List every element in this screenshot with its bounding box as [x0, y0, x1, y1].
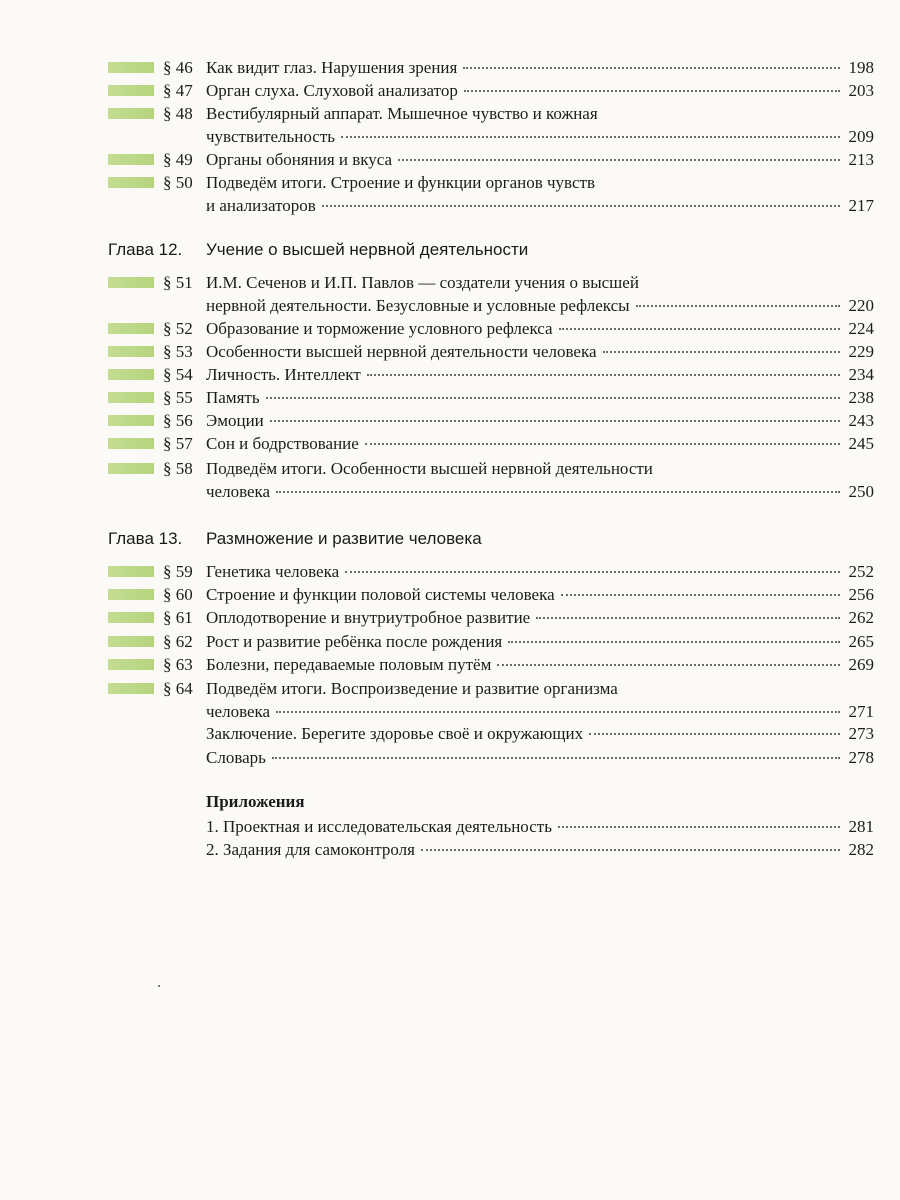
dot-leader [266, 397, 840, 399]
dot-leader [589, 733, 840, 735]
entry-title-line: нервной деятельности. Безусловные и условные рефлексы [206, 296, 630, 315]
green-marker-bar [108, 463, 154, 474]
green-marker-bar [108, 346, 154, 357]
chapter-title: Учение о высшей нервной деятельности [206, 240, 529, 259]
entry-title-line: Сон и бодрствование [206, 434, 359, 453]
toc-entry[interactable] [206, 722, 874, 745]
entry-title-line: Болезни, передаваемые половым путём [206, 655, 492, 674]
green-marker-bar [108, 277, 154, 288]
page-number: 198 [848, 58, 874, 77]
paragraph-number: § 63 [163, 655, 193, 674]
dot-leader [365, 443, 840, 445]
green-marker-bar [108, 85, 154, 96]
page-number: 217 [848, 196, 874, 215]
green-marker-bar [108, 612, 154, 623]
chapter-12-heading [108, 238, 528, 261]
paragraph-number: § 52 [163, 319, 193, 338]
green-marker-bar [108, 659, 154, 670]
green-marker-bar [108, 369, 154, 380]
dot-leader [276, 711, 840, 713]
entry-title-line: Особенности высшей нервной деятельности человека [206, 342, 597, 361]
dot-leader [322, 205, 840, 207]
dot-leader [559, 328, 840, 330]
entry-title-line: Подведём итоги. Строение и функции органов чувств [206, 173, 595, 192]
page-number: 220 [848, 296, 874, 315]
chapter-title: Размножение и развитие человека [206, 529, 482, 548]
dot-leader [421, 849, 840, 851]
paragraph-number: § 50 [163, 173, 193, 192]
entry-title-line: Оплодотворение и внутриутробное развитие [206, 608, 531, 627]
page-number: 278 [848, 748, 874, 767]
page-number: 269 [848, 655, 874, 674]
green-marker-bar [108, 323, 154, 334]
page-number: 229 [848, 342, 874, 361]
paragraph-number: § 58 [163, 459, 193, 478]
entry-title-line: человека [206, 702, 271, 721]
entry-title-line: и анализаторов [206, 196, 316, 215]
dot-leader [464, 90, 840, 92]
paragraph-number: § 64 [163, 679, 193, 698]
entry-title-line: Вестибулярный аппарат. Мышечное чувство и кожная [206, 104, 598, 123]
paragraph-number: § 54 [163, 365, 193, 384]
page-number: 271 [848, 702, 874, 721]
dot-leader [345, 571, 840, 573]
entry-title-line: человека [206, 482, 271, 501]
dot-leader [276, 491, 840, 493]
page-number: 250 [848, 482, 874, 501]
paragraph-number: § 62 [163, 632, 193, 651]
paragraph-number: § 56 [163, 411, 193, 430]
page-number: 243 [848, 411, 874, 430]
dot-leader [603, 351, 841, 353]
page-number: 265 [848, 632, 874, 651]
toc-entry[interactable] [206, 815, 874, 838]
paragraph-number: § 59 [163, 562, 193, 581]
dot-leader [558, 826, 840, 828]
entry-title-line: Личность. Интеллект [206, 365, 361, 384]
entry-title-line: Генетика человека [206, 562, 340, 581]
dot-leader [398, 159, 840, 161]
paragraph-number: § 53 [163, 342, 193, 361]
chapter-number: Глава 12. [108, 240, 183, 259]
dot-leader [272, 757, 840, 759]
paragraph-number: § 55 [163, 388, 193, 407]
page-number: 273 [848, 724, 874, 743]
page-number: 282 [848, 840, 874, 859]
paragraph-number: § 60 [163, 585, 193, 604]
dot-leader [508, 641, 840, 643]
entry-title-line: Органы обоняния и вкуса [206, 150, 393, 169]
toc-entry[interactable] [206, 838, 874, 861]
page-number: 224 [848, 319, 874, 338]
entry-title-line: И.М. Сеченов и И.П. Павлов — создатели учения о высшей [206, 273, 639, 292]
entry-title: 2. Задания для самоконтроля [206, 840, 415, 859]
paragraph-number: § 61 [163, 608, 193, 627]
dot-leader [463, 67, 840, 69]
dot-leader [270, 420, 840, 422]
entry-title-line: Строение и функции половой системы человека [206, 585, 555, 604]
page-number: 238 [848, 388, 874, 407]
dot-leader [341, 136, 840, 138]
entry-title-line: Рост и развитие ребёнка после рождения [206, 632, 503, 651]
entry-title-line: Орган слуха. Слуховой анализатор [206, 81, 458, 100]
paragraph-number: § 46 [163, 58, 193, 77]
appendix-title: Приложения [206, 792, 305, 811]
toc-entry[interactable] [206, 746, 874, 769]
green-marker-bar [108, 438, 154, 449]
entry-title-line: Подведём итоги. Воспроизведение и развитие организма [206, 679, 618, 698]
entry-title: 1. Проектная и исследовательская деятельность [206, 817, 552, 836]
paragraph-number: § 48 [163, 104, 193, 123]
page-number: 234 [848, 365, 874, 384]
entry-title-line: Память [206, 388, 260, 407]
green-marker-bar [108, 636, 154, 647]
page-number: 209 [848, 127, 874, 146]
paragraph-number: § 51 [163, 273, 193, 292]
chapter-13-heading [108, 527, 482, 550]
entry-title: Словарь [206, 748, 266, 767]
paragraph-number: § 47 [163, 81, 193, 100]
dot-leader [636, 305, 840, 307]
page-number: 256 [848, 585, 874, 604]
green-marker-bar [108, 177, 154, 188]
entry-title-line: Эмоции [206, 411, 264, 430]
green-marker-bar [108, 154, 154, 165]
green-marker-bar [108, 683, 154, 694]
green-marker-bar [108, 566, 154, 577]
green-marker-bar [108, 108, 154, 119]
page-number: 213 [848, 150, 874, 169]
page-number: 203 [848, 81, 874, 100]
dot-leader [367, 374, 840, 376]
entry-title-line: Как видит глаз. Нарушения зрения [206, 58, 458, 77]
chapter-number: Глава 13. [108, 529, 183, 548]
entry-title-line: чувствительность [206, 127, 336, 146]
page-number: 245 [848, 434, 874, 453]
entry-title-line: Подведём итоги. Особенности высшей нервной деятельности [206, 459, 653, 478]
green-marker-bar [108, 392, 154, 403]
entry-title-line: Образование и торможение условного рефлекса [206, 319, 553, 338]
dot-leader [561, 594, 840, 596]
green-marker-bar [108, 62, 154, 73]
entry-title: Заключение. Берегите здоровье своё и окружающих [206, 724, 584, 743]
page-number: 252 [848, 562, 874, 581]
paragraph-number: § 49 [163, 150, 193, 169]
page-number: 262 [848, 608, 874, 627]
dot-leader [497, 664, 840, 666]
page-number: 281 [848, 817, 874, 836]
green-marker-bar [108, 589, 154, 600]
dot-leader [536, 617, 840, 619]
print-speck [158, 985, 160, 987]
paragraph-number: § 57 [163, 434, 193, 453]
green-marker-bar [108, 415, 154, 426]
